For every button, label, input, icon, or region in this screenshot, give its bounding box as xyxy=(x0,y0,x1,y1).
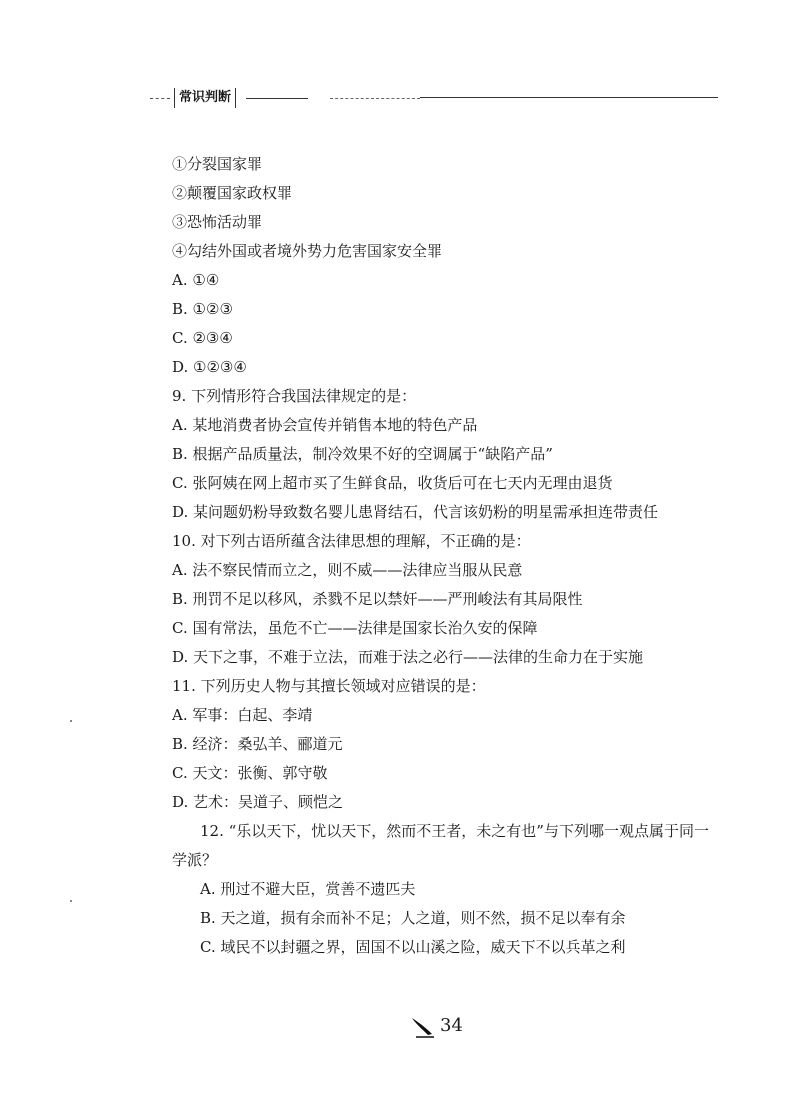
question-stem: 11. 下列历史人物与其擅长领域对应错误的是： xyxy=(172,677,486,695)
answer-choice: C. ②③④ xyxy=(172,329,233,347)
option-item: ③恐怖活动罪 xyxy=(172,213,263,231)
option-item: ④勾结外国或者境外势力危害国家安全罪 xyxy=(172,242,443,260)
option-item: ①分裂国家罪 xyxy=(172,155,263,173)
header-rule xyxy=(246,98,308,99)
answer-choice: D. 某问题奶粉导致数名婴儿患肾结石，代言该奶粉的明星需承担连带责任 xyxy=(172,503,659,521)
question-stem: 12. “乐以天下，忧以天下，然而不王者，未之有也”与下列哪一观点属于同一 xyxy=(200,822,709,840)
scan-speck xyxy=(70,900,72,902)
question-stem: 9. 下列情形符合我国法律规定的是： xyxy=(172,387,417,405)
answer-choice: A. ①④ xyxy=(172,271,220,289)
answer-choice: B. ①②③ xyxy=(172,300,233,318)
answer-choice: D. 天下之事，不难于立法，而难于法之必行——法律的生命力在于实施 xyxy=(172,648,644,666)
answer-choice: B. 根据产品质量法，制冷效果不好的空调属于“缺陷产品” xyxy=(172,445,553,463)
page-number: 34 xyxy=(440,1015,463,1036)
answer-choice: B. 刑罚不足以移风，杀戮不足以禁奸——严刑峻法有其局限性 xyxy=(172,590,583,608)
answer-choice: C. 张阿姨在网上超市买了生鲜食品，收货后可在七天内无理由退货 xyxy=(172,474,613,492)
answer-choice: B. 天之道，损有余而补不足；人之道，则不然，损不足以奉有余 xyxy=(200,909,626,927)
section-title: 常识判断 xyxy=(174,88,236,108)
answer-choice: A. 刑过不避大臣，赏善不遗匹夫 xyxy=(200,880,416,898)
answer-choice: D. 艺术：吴道子、顾恺之 xyxy=(172,793,344,811)
answer-choice: C. 天文：张衡、郭守敬 xyxy=(172,764,328,782)
header-rule xyxy=(420,97,718,98)
header-rule-lead xyxy=(150,98,170,99)
answer-choice: A. 军事：白起、李靖 xyxy=(172,706,313,724)
option-item: ②颠覆国家政权罪 xyxy=(172,184,293,202)
question-stem-continued: 学派？ xyxy=(172,851,218,869)
answer-choice: B. 经济：桑弘羊、郦道元 xyxy=(172,735,343,753)
answer-choice: A. 某地消费者协会宣传并销售本地的特色产品 xyxy=(172,416,478,434)
answer-choice: D. ①②③④ xyxy=(172,358,247,376)
answer-choice: C. 国有常法，虽危不亡——法律是国家长治久安的保障 xyxy=(172,619,538,637)
scan-speck xyxy=(70,720,72,722)
question-stem: 10. 对下列古语所蕴含法律思想的理解，不正确的是： xyxy=(172,532,531,550)
quill-icon xyxy=(410,1016,436,1038)
answer-choice: C. 域民不以封疆之界，固国不以山溪之险，威天下不以兵革之利 xyxy=(200,938,626,956)
running-header xyxy=(150,88,718,108)
answer-choice: A. 法不察民情而立之，则不威——法律应当服从民意 xyxy=(172,561,523,579)
header-rule xyxy=(330,98,420,99)
